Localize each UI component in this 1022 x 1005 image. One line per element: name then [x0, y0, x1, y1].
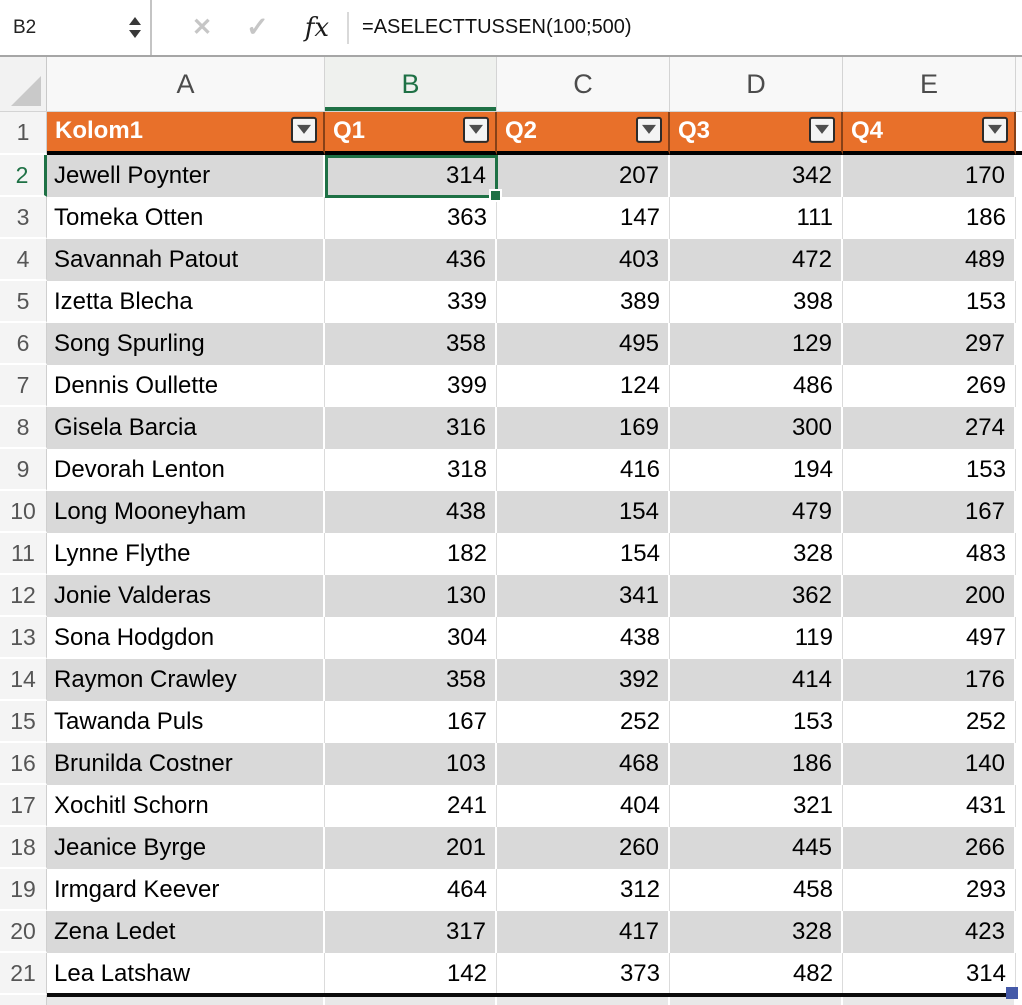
- value-cell[interactable]: 489: [843, 239, 1016, 281]
- row-header-17[interactable]: 17: [0, 785, 47, 827]
- value-cell[interactable]: 169: [497, 407, 670, 449]
- value-cell[interactable]: 328: [670, 911, 843, 953]
- row-filler: [1016, 449, 1022, 491]
- row-filler: [1016, 869, 1022, 911]
- filter-dropdown-button[interactable]: [809, 116, 835, 142]
- row-header-12[interactable]: 12: [0, 575, 47, 617]
- value-cell[interactable]: 153: [670, 701, 843, 743]
- spinner-up-icon: [129, 17, 141, 25]
- column-header-d[interactable]: D: [670, 57, 843, 111]
- row-filler: [1016, 827, 1022, 869]
- name-cell[interactable]: Brunilda Costner: [47, 743, 325, 785]
- value-cell[interactable]: 362: [670, 575, 843, 617]
- confirm-icon[interactable]: ✓: [246, 12, 269, 42]
- chevron-down-icon: [815, 125, 829, 134]
- table-row: [0, 743, 1022, 785]
- formula-divider: [347, 12, 349, 44]
- value-cell[interactable]: 373: [497, 953, 670, 995]
- value-cell[interactable]: 416: [497, 449, 670, 491]
- name-cell[interactable]: Sona Hodgdon: [47, 617, 325, 659]
- column-header-c[interactable]: C: [497, 57, 670, 111]
- value-cell[interactable]: 304: [325, 617, 497, 659]
- filter-dropdown-button[interactable]: [463, 116, 489, 142]
- row-filler: [1016, 239, 1022, 281]
- name-cell[interactable]: Dennis Oullette: [47, 365, 325, 407]
- value-cell[interactable]: 314: [325, 155, 497, 197]
- name-cell[interactable]: Song Spurling: [47, 323, 325, 365]
- table-row: [0, 533, 1022, 575]
- value-cell[interactable]: 167: [325, 701, 497, 743]
- name-cell[interactable]: Jeanice Byrge: [47, 827, 325, 869]
- table-row: [0, 785, 1022, 827]
- name-cell[interactable]: Raymon Crawley: [47, 659, 325, 701]
- header-cell-label: Q4: [851, 117, 884, 144]
- row-filler: [1016, 323, 1022, 365]
- row-filler: [1016, 197, 1022, 239]
- chevron-down-icon: [469, 125, 483, 134]
- value-cell[interactable]: 472: [670, 239, 843, 281]
- row-header-4[interactable]: 4: [0, 239, 47, 281]
- value-cell[interactable]: 252: [497, 701, 670, 743]
- value-cell[interactable]: 266: [843, 827, 1016, 869]
- select-all-triangle-icon: [11, 76, 41, 106]
- name-cell[interactable]: Xochitl Schorn: [47, 785, 325, 827]
- row-header-19[interactable]: 19: [0, 869, 47, 911]
- value-cell[interactable]: 438: [497, 617, 670, 659]
- value-cell[interactable]: 495: [497, 323, 670, 365]
- value-cell[interactable]: 176: [843, 659, 1016, 701]
- row-header-5[interactable]: 5: [0, 281, 47, 323]
- value-cell[interactable]: 119: [670, 617, 843, 659]
- name-cell[interactable]: Lea Latshaw: [47, 953, 325, 995]
- name-cell[interactable]: Zena Ledet: [47, 911, 325, 953]
- value-cell[interactable]: 341: [497, 575, 670, 617]
- table-row: [0, 365, 1022, 407]
- chevron-down-icon: [297, 125, 311, 134]
- name-box-spinner[interactable]: [129, 17, 141, 38]
- row-filler: [1016, 281, 1022, 323]
- value-cell[interactable]: 201: [325, 827, 497, 869]
- value-cell[interactable]: 182: [325, 533, 497, 575]
- header-cell-q1[interactable]: [325, 112, 497, 155]
- value-cell[interactable]: 167: [843, 491, 1016, 533]
- sheet: [0, 57, 1022, 1005]
- value-cell[interactable]: 321: [670, 785, 843, 827]
- value-cell[interactable]: 207: [497, 155, 670, 197]
- name-cell[interactable]: Devorah Lenton: [47, 449, 325, 491]
- value-cell[interactable]: 274: [843, 407, 1016, 449]
- row-header-14[interactable]: 14: [0, 659, 47, 701]
- table-row: [0, 155, 1022, 197]
- insert-function-icon[interactable]: fx: [304, 12, 330, 43]
- row-header-16[interactable]: 16: [0, 743, 47, 785]
- value-cell[interactable]: 154: [497, 533, 670, 575]
- row-filler: [1016, 911, 1022, 953]
- value-cell[interactable]: 269: [843, 365, 1016, 407]
- value-cell[interactable]: 170: [843, 155, 1016, 197]
- row-header-10[interactable]: 10: [0, 491, 47, 533]
- value-cell[interactable]: 479: [670, 491, 843, 533]
- value-cell[interactable]: 241: [325, 785, 497, 827]
- value-cell[interactable]: 403: [497, 239, 670, 281]
- table-row: [0, 281, 1022, 323]
- value-cell[interactable]: 399: [325, 365, 497, 407]
- value-cell[interactable]: 358: [325, 323, 497, 365]
- table-row: [0, 953, 1022, 995]
- value-cell[interactable]: 482: [670, 953, 843, 995]
- value-cell[interactable]: 260: [497, 827, 670, 869]
- row-header-1[interactable]: 1: [0, 112, 47, 155]
- header-cell-q4[interactable]: [843, 112, 1016, 155]
- spinner-down-icon: [129, 30, 141, 38]
- value-cell[interactable]: 423: [843, 911, 1016, 953]
- value-cell[interactable]: 312: [497, 869, 670, 911]
- value-cell[interactable]: 142: [325, 953, 497, 995]
- row-header-18[interactable]: 18: [0, 827, 47, 869]
- value-cell[interactable]: 431: [843, 785, 1016, 827]
- name-cell[interactable]: Tomeka Otten: [47, 197, 325, 239]
- value-cell[interactable]: 389: [497, 281, 670, 323]
- value-cell[interactable]: 342: [670, 155, 843, 197]
- table-row: [0, 407, 1022, 449]
- value-cell[interactable]: 194: [670, 449, 843, 491]
- name-cell[interactable]: Jonie Valderas: [47, 575, 325, 617]
- row-header-2[interactable]: 2: [0, 155, 47, 197]
- table-row: [0, 491, 1022, 533]
- table-row: [0, 869, 1022, 911]
- table-resize-handle[interactable]: [1006, 987, 1018, 999]
- table-row: [0, 575, 1022, 617]
- table-row: [0, 449, 1022, 491]
- table-row: [0, 701, 1022, 743]
- name-cell[interactable]: Irmgard Keever: [47, 869, 325, 911]
- value-cell[interactable]: 140: [843, 743, 1016, 785]
- value-cell[interactable]: 318: [325, 449, 497, 491]
- value-cell[interactable]: 339: [325, 281, 497, 323]
- row-header-partial: [0, 995, 47, 1005]
- row-filler: [1016, 365, 1022, 407]
- column-header-row: [0, 57, 1022, 112]
- value-cell[interactable]: 314: [843, 953, 1016, 995]
- value-cell[interactable]: 486: [670, 365, 843, 407]
- filter-dropdown-button[interactable]: [636, 116, 662, 142]
- table-row: [0, 197, 1022, 239]
- row-header-6[interactable]: 6: [0, 323, 47, 365]
- value-cell[interactable]: 316: [325, 407, 497, 449]
- chevron-down-icon: [988, 125, 1002, 134]
- row-filler: [1016, 407, 1022, 449]
- value-cell[interactable]: 404: [497, 785, 670, 827]
- value-cell[interactable]: 438: [325, 491, 497, 533]
- name-cell[interactable]: Long Mooneyham: [47, 491, 325, 533]
- value-cell[interactable]: 417: [497, 911, 670, 953]
- row-header-9[interactable]: 9: [0, 449, 47, 491]
- name-cell[interactable]: Lynne Flythe: [47, 533, 325, 575]
- value-cell[interactable]: 153: [843, 281, 1016, 323]
- table-row: [0, 659, 1022, 701]
- row-filler: [1016, 785, 1022, 827]
- name-cell[interactable]: Savannah Patout: [47, 239, 325, 281]
- formula-bar-divider: [150, 0, 152, 55]
- value-cell[interactable]: 124: [497, 365, 670, 407]
- header-cell-kolom1[interactable]: [47, 112, 325, 155]
- cancel-icon[interactable]: ✕: [192, 14, 213, 41]
- row-filler: [1016, 533, 1022, 575]
- value-cell[interactable]: 293: [843, 869, 1016, 911]
- row-filler: [1016, 659, 1022, 701]
- name-box[interactable]: [0, 0, 150, 55]
- header-cell-label: Q2: [505, 117, 538, 144]
- filter-dropdown-button[interactable]: [982, 116, 1008, 142]
- row-filler: [1016, 575, 1022, 617]
- value-cell[interactable]: 328: [670, 533, 843, 575]
- value-cell[interactable]: 186: [670, 743, 843, 785]
- column-header-a[interactable]: A: [47, 57, 325, 111]
- formula-bar: [0, 0, 1022, 57]
- row-header-13[interactable]: 13: [0, 617, 47, 659]
- header-cell-label: Q1: [333, 117, 366, 144]
- row-header-20[interactable]: 20: [0, 911, 47, 953]
- value-cell[interactable]: 186: [843, 197, 1016, 239]
- value-cell[interactable]: 154: [497, 491, 670, 533]
- value-cell[interactable]: 147: [497, 197, 670, 239]
- value-cell[interactable]: 130: [325, 575, 497, 617]
- value-cell[interactable]: 317: [325, 911, 497, 953]
- row-header-21[interactable]: 21: [0, 953, 47, 995]
- header-cell-label: Kolom1: [55, 117, 144, 144]
- value-cell[interactable]: 297: [843, 323, 1016, 365]
- header-cell-label: Q3: [678, 117, 711, 144]
- table-header-row: [0, 112, 1022, 155]
- row-filler: [1016, 491, 1022, 533]
- value-cell[interactable]: 497: [843, 617, 1016, 659]
- chevron-down-icon: [642, 125, 656, 134]
- value-cell[interactable]: 392: [497, 659, 670, 701]
- table-row: [0, 617, 1022, 659]
- value-cell[interactable]: 300: [670, 407, 843, 449]
- row-header-3[interactable]: 3: [0, 197, 47, 239]
- select-all-button[interactable]: [0, 57, 47, 111]
- table-bottom-border: [47, 993, 1016, 997]
- header-row-filler: [1016, 112, 1022, 155]
- value-cell[interactable]: 358: [325, 659, 497, 701]
- row-filler: [1016, 617, 1022, 659]
- name-cell[interactable]: Gisela Barcia: [47, 407, 325, 449]
- column-header-e[interactable]: E: [843, 57, 1016, 111]
- row-filler: [1016, 743, 1022, 785]
- value-cell[interactable]: 252: [843, 701, 1016, 743]
- row-filler: [1016, 155, 1022, 197]
- name-cell[interactable]: Jewell Poynter: [47, 155, 325, 197]
- value-cell[interactable]: 483: [843, 533, 1016, 575]
- table-row: [0, 239, 1022, 281]
- value-cell[interactable]: 414: [670, 659, 843, 701]
- formula-input[interactable]: =ASELECTTUSSEN(100;500): [362, 16, 632, 38]
- column-header-b[interactable]: B: [325, 57, 497, 111]
- value-cell[interactable]: 363: [325, 197, 497, 239]
- value-cell[interactable]: 468: [497, 743, 670, 785]
- table-row: [0, 827, 1022, 869]
- column-header-filler: [1016, 57, 1022, 111]
- name-cell[interactable]: Izetta Blecha: [47, 281, 325, 323]
- filter-dropdown-button[interactable]: [291, 116, 317, 142]
- value-cell[interactable]: 436: [325, 239, 497, 281]
- cell-reference: B2: [13, 16, 37, 38]
- value-cell[interactable]: 458: [670, 869, 843, 911]
- row-header-15[interactable]: 15: [0, 701, 47, 743]
- value-cell[interactable]: 445: [670, 827, 843, 869]
- value-cell[interactable]: 111: [670, 197, 843, 239]
- header-cell-q2[interactable]: [497, 112, 670, 155]
- name-cell[interactable]: Tawanda Puls: [47, 701, 325, 743]
- table-row: [0, 911, 1022, 953]
- value-cell[interactable]: 464: [325, 869, 497, 911]
- table-row: [0, 323, 1022, 365]
- header-cell-q3[interactable]: [670, 112, 843, 155]
- row-header-8[interactable]: 8: [0, 407, 47, 449]
- row-filler: [1016, 701, 1022, 743]
- value-cell[interactable]: 398: [670, 281, 843, 323]
- value-cell[interactable]: 153: [843, 449, 1016, 491]
- row-header-7[interactable]: 7: [0, 365, 47, 407]
- row-header-11[interactable]: 11: [0, 533, 47, 575]
- value-cell[interactable]: 129: [670, 323, 843, 365]
- value-cell[interactable]: 200: [843, 575, 1016, 617]
- value-cell[interactable]: 103: [325, 743, 497, 785]
